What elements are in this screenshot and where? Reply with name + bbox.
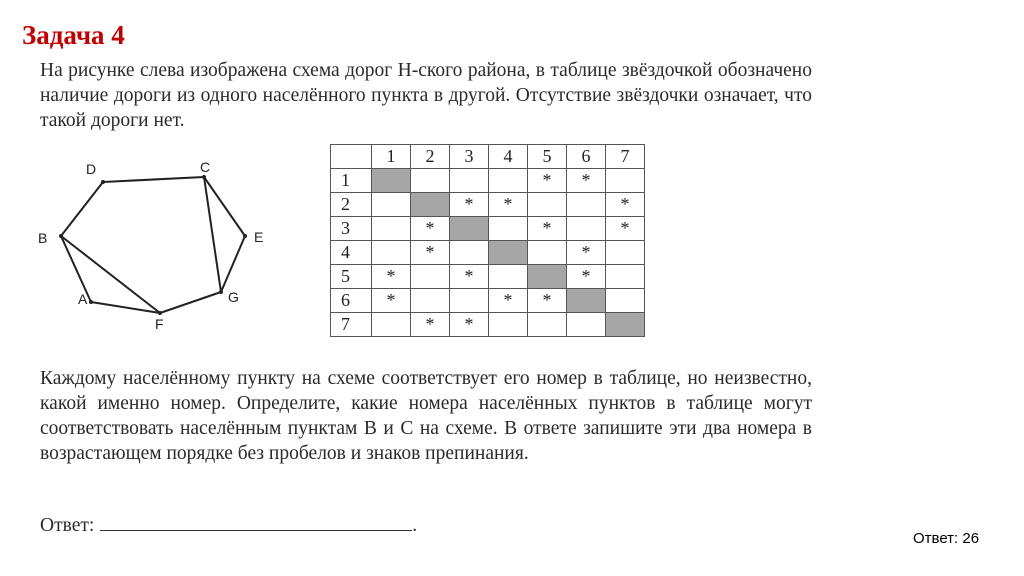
table-row [331, 265, 645, 289]
edge-c-e [204, 177, 245, 236]
table-cell: * [567, 241, 606, 265]
table-cell [450, 169, 489, 193]
row-header: 3 [331, 217, 372, 241]
table-cell [372, 193, 411, 217]
node-d-label: D [86, 161, 97, 177]
column-header: 2 [411, 145, 450, 169]
edge-c-g [204, 177, 221, 292]
task-title: Задача 4 [22, 20, 125, 50]
column-header: 4 [489, 145, 528, 169]
table-cell [567, 193, 606, 217]
diagonal-cell [528, 265, 567, 289]
table-cell [489, 169, 528, 193]
row-header: 2 [331, 193, 372, 217]
node-g-label: G [228, 289, 239, 305]
table-cell: * [606, 217, 645, 241]
table-cell: * [489, 289, 528, 313]
table-cell [372, 217, 411, 241]
table-row [331, 313, 645, 337]
answer-field: Ответ: . [40, 512, 417, 537]
table-cell [528, 241, 567, 265]
row-header: 6 [331, 289, 372, 313]
column-header: 1 [372, 145, 411, 169]
table-row [331, 217, 645, 241]
row-header: 1 [331, 169, 372, 193]
edge-a-f [91, 302, 160, 313]
table-cell: * [372, 289, 411, 313]
table-cell [606, 241, 645, 265]
table-corner-cell [331, 145, 372, 169]
adjacency-table [330, 144, 645, 337]
column-header: 6 [567, 145, 606, 169]
table-cell: * [567, 265, 606, 289]
table-cell: * [372, 265, 411, 289]
table-cell [606, 169, 645, 193]
answer-blank [100, 512, 412, 531]
edge-f-g [160, 292, 221, 313]
table-cell: * [411, 217, 450, 241]
diagonal-cell [450, 217, 489, 241]
node-e-label: E [254, 229, 264, 245]
table-cell [411, 289, 450, 313]
table-cell [528, 193, 567, 217]
table-cell [411, 265, 450, 289]
table-cell: * [528, 217, 567, 241]
diagonal-cell [567, 289, 606, 313]
table-cell: * [606, 193, 645, 217]
table-row [331, 241, 645, 265]
table-row [331, 289, 645, 313]
table-cell: * [567, 169, 606, 193]
table-header-row [331, 145, 645, 169]
column-header: 5 [528, 145, 567, 169]
edge-b-f [61, 236, 160, 313]
column-header: 7 [606, 145, 645, 169]
node-b-label: B [38, 230, 48, 246]
node-a-label: A [78, 291, 88, 307]
node-f-label: F [155, 316, 164, 332]
table-cell: * [450, 193, 489, 217]
table-cell [489, 265, 528, 289]
diagonal-cell [489, 241, 528, 265]
table-cell [489, 217, 528, 241]
table-cell [606, 265, 645, 289]
table-cell: * [411, 241, 450, 265]
table-cell: * [528, 289, 567, 313]
table-cell [450, 241, 489, 265]
row-header: 5 [331, 265, 372, 289]
table-cell: * [450, 265, 489, 289]
table-cell: * [411, 313, 450, 337]
node-c-label: C [200, 159, 211, 175]
column-header: 3 [450, 145, 489, 169]
row-header: 4 [331, 241, 372, 265]
table-row [331, 193, 645, 217]
answer-label: Ответ: [40, 515, 95, 536]
table-cell: * [528, 169, 567, 193]
table-cell [411, 169, 450, 193]
edge-d-b [61, 182, 103, 236]
row-header: 7 [331, 313, 372, 337]
table-cell: * [450, 313, 489, 337]
table-cell [567, 313, 606, 337]
table-cell [606, 289, 645, 313]
table-cell [489, 313, 528, 337]
table-cell [567, 217, 606, 241]
table-cell [450, 289, 489, 313]
task-intro: На рисунке слева изображена схема дорог Н-ского района, в таблице звёздочкой обозначено наличие дороги из одного населённого пункта в другой. Отсутствие звёздочки означает, что такой дороги нет. [40, 60, 812, 131]
diagonal-cell [372, 169, 411, 193]
diagonal-cell [606, 313, 645, 337]
task-question: Каждому населённому пункту на схеме соответствует его номер в таблице, но неизвестно, какой именно номер. Определите, какие номера населённых пунктов в таблице могут соответствовать населённым пунктам B и C на схеме. В ответе запишите эти два номера в возрастающем порядке без пробелов и знаков препинания. [40, 368, 812, 464]
table-row [331, 169, 645, 193]
edge-e-g [221, 236, 245, 292]
answer-note: Ответ: 26 [913, 530, 980, 547]
table-cell [372, 241, 411, 265]
edge-d-c [103, 177, 204, 182]
table-cell: * [489, 193, 528, 217]
table-cell [528, 313, 567, 337]
road-diagram [30, 152, 290, 332]
diagonal-cell [411, 193, 450, 217]
table-cell [372, 313, 411, 337]
